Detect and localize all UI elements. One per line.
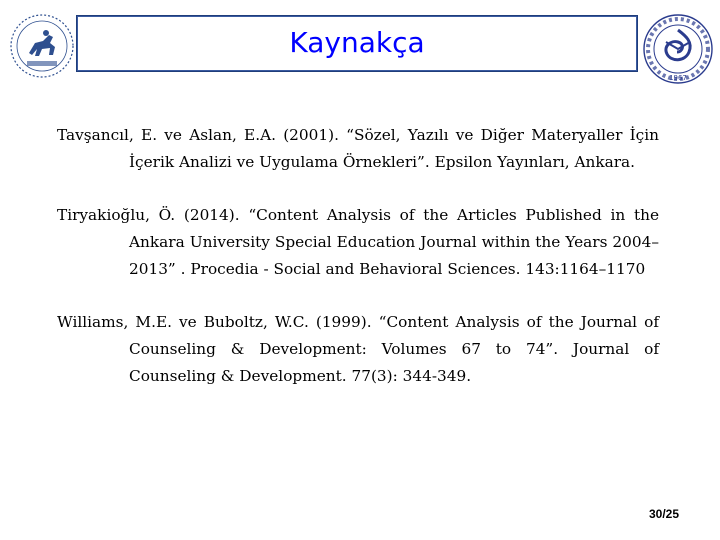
page-title: Kaynakça — [289, 26, 425, 59]
reference-list — [57, 122, 659, 416]
reference-item: Tavşancıl, E. ve Aslan, E.A. (2001). “Sözel, Yazılı ve Diğer Materyaller İçin İçerik Analizi ve Uygulama Örnekleri”. Epsilon Yayınları, Ankara. — [57, 126, 659, 171]
left-university-logo-icon — [9, 13, 75, 79]
right-university-logo-icon — [641, 12, 715, 86]
title-bar — [76, 15, 638, 72]
logo-year-text: 1967 — [669, 74, 687, 82]
reference-item: Williams, M.E. ve Buboltz, W.C. (1999). “Content Analysis of the Journal of Counseling & Development: Volumes 67 to 74”. Journal of Counseling & Development. 77(3): 344-349. — [57, 313, 659, 385]
page-number: 30/25 — [648, 507, 679, 521]
reference-item: Tiryakioğlu, Ö. (2014). “Content Analysis of the Articles Published in the Ankara University Special Education Journal within the Years 2004–2013” . Procedia - Social and Behavioral Sciences. 143:1164–1170 — [57, 206, 659, 278]
